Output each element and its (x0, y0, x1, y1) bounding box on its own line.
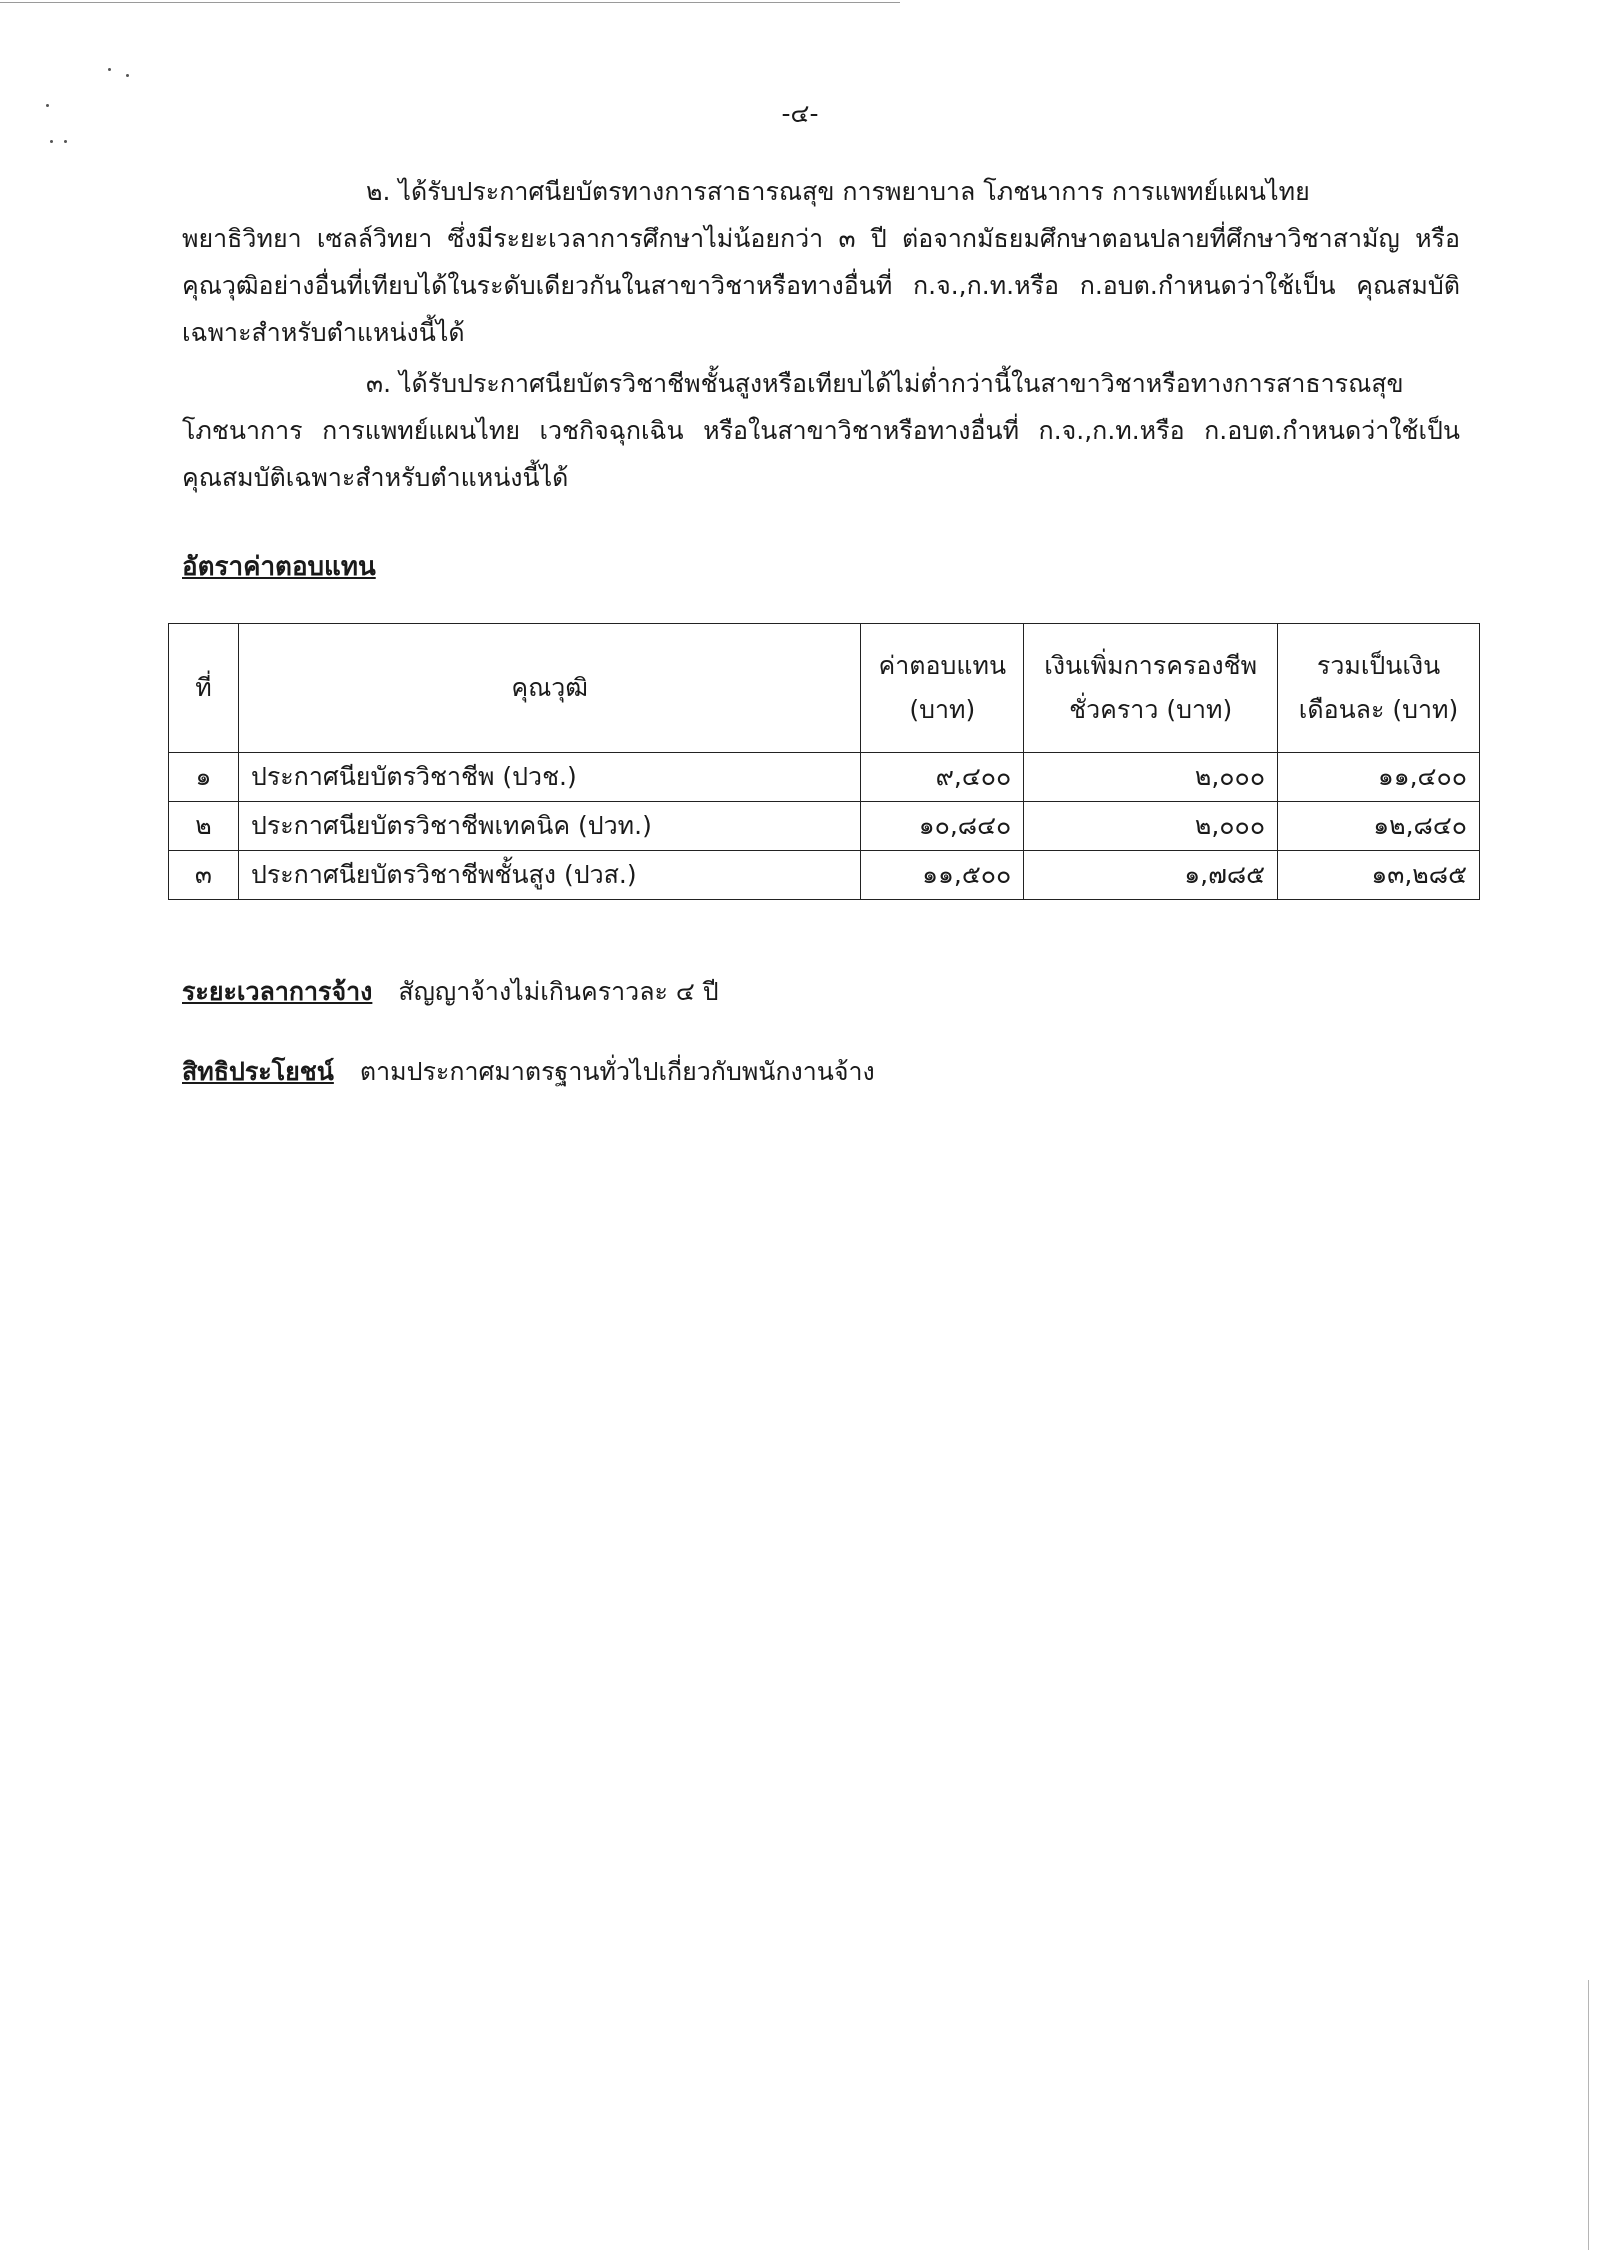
qualification-paragraph-2 (182, 168, 1460, 356)
speck (108, 68, 111, 71)
header-no: ที่ (169, 624, 239, 753)
table-row (169, 851, 1480, 900)
row-total: ๑๓,๒๘๕ (1278, 851, 1480, 900)
row-qualification: ประกาศนียบัตรวิชาชีพเทคนิค (ปวท.) (238, 802, 860, 851)
header-total: รวมเป็นเงินเดือนละ (บาท) (1278, 624, 1480, 753)
table-row (169, 753, 1480, 802)
row-pay: ๑๑,๕๐๐ (861, 851, 1024, 900)
row-qualification: ประกาศนียบัตรวิชาชีพ (ปวช.) (238, 753, 860, 802)
employment-period-value: สัญญาจ้างไม่เกินคราวละ ๔ ปี (398, 977, 719, 1006)
qualification-paragraph-3 (182, 360, 1460, 501)
row-allowance: ๒,๐๐๐ (1024, 753, 1278, 802)
header-qualification: คุณวุฒิ (238, 624, 860, 753)
paragraph-first-line: ๒. ได้รับประกาศนียบัตรทางการสาธารณสุข การพยาบาล โภชนาการ การแพทย์แผนไทย (366, 177, 1310, 206)
row-no: ๑ (169, 753, 239, 802)
table-header-row (169, 624, 1480, 753)
paragraph-first-line: ๓. ได้รับประกาศนียบัตรวิชาชีพชั้นสูงหรือเทียบได้ไม่ต่ำกว่านี้ในสาขาวิชาหรือทางการสาธารณสุข (366, 369, 1404, 398)
row-total: ๑๑,๔๐๐ (1278, 753, 1480, 802)
compensation-table (168, 623, 1480, 900)
header-allowance: เงินเพิ่มการครองชีพชั่วคราว (บาท) (1024, 624, 1278, 753)
row-no: ๓ (169, 851, 239, 900)
row-allowance: ๑,๗๘๕ (1024, 851, 1278, 900)
row-pay: ๙,๔๐๐ (861, 753, 1024, 802)
speck (50, 140, 53, 143)
employment-period-line (182, 972, 719, 1012)
employment-period-label: ระยะเวลาการจ้าง (182, 977, 373, 1006)
speck (64, 140, 67, 143)
scan-edge-line (0, 2, 900, 3)
scan-margin-line (1588, 1980, 1589, 2250)
header-pay: ค่าตอบแทน (บาท) (861, 624, 1024, 753)
benefits-label: สิทธิประโยชน์ (182, 1057, 334, 1086)
paragraph-continuation: พยาธิวิทยา เซลล์วิทยา ซึ่งมีระยะเวลาการศึกษาไม่น้อยกว่า ๓ ปี ต่อจากมัธยมศึกษาตอนปลายที่ศึกษาวิชาสามัญ หรือคุณวุฒิอย่างอื่นที่เทียบได้ในระดับเดียวกันในสาขาวิชาหรือทางอื่นที่ ก.จ.,ก.ท.หรือ ก.อบต.กำหนดว่าใช้เป็น คุณสมบัติเฉพาะสำหรับตำแหน่งนี้ได้ (182, 224, 1460, 347)
row-no: ๒ (169, 802, 239, 851)
benefits-value: ตามประกาศมาตรฐานทั่วไปเกี่ยวกับพนักงานจ้าง (359, 1057, 875, 1086)
benefits-line (182, 1052, 875, 1092)
paragraph-continuation: โภชนาการ การแพทย์แผนไทย เวชกิจฉุกเฉิน หรือในสาขาวิชาหรือทางอื่นที่ ก.จ.,ก.ท.หรือ ก.อบต.กำหนดว่าใช้เป็น คุณสมบัติเฉพาะสำหรับตำแหน่งนี้ได้ (182, 416, 1460, 492)
row-pay: ๑๐,๘๔๐ (861, 802, 1024, 851)
page-number: -๔- (781, 99, 819, 128)
row-qualification: ประกาศนียบัตรวิชาชีพชั้นสูง (ปวส.) (238, 851, 860, 900)
speck (126, 74, 129, 77)
row-allowance: ๒,๐๐๐ (1024, 802, 1278, 851)
rate-heading: อัตราค่าตอบแทน (182, 552, 376, 582)
row-total: ๑๒,๘๔๐ (1278, 802, 1480, 851)
table-row (169, 802, 1480, 851)
